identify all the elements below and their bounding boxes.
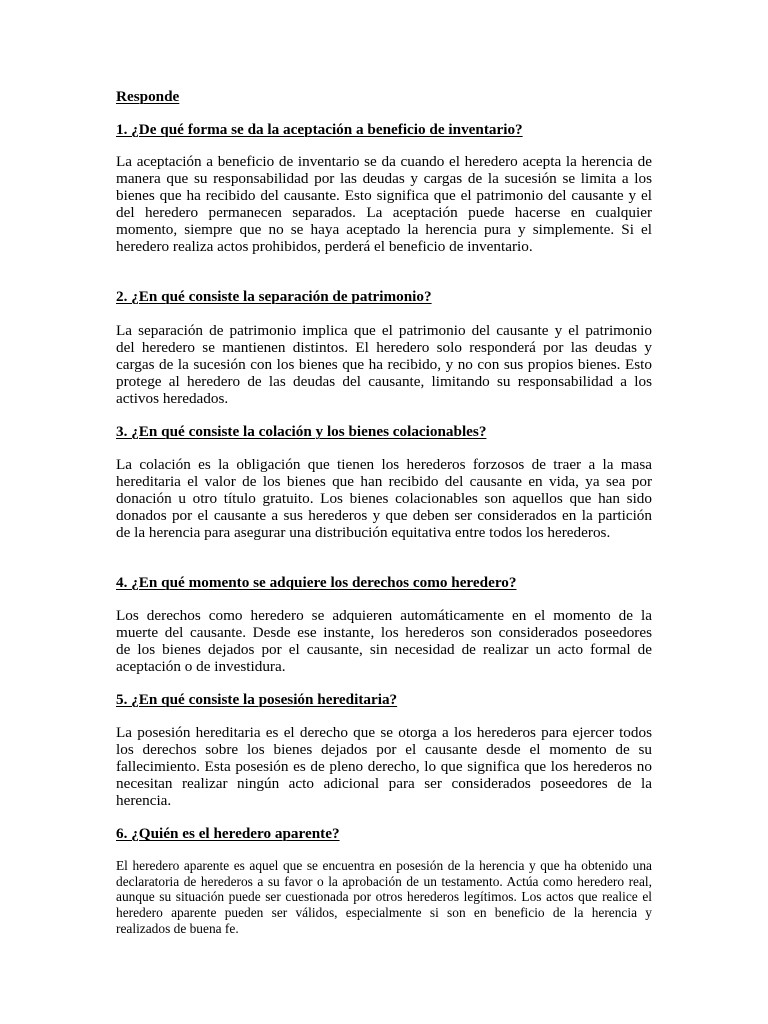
paragraph-line: herencia.	[116, 792, 172, 809]
paragraph-line: de la herencia para asegurar una distribución equitativa entre todos los herederos.	[116, 524, 611, 541]
paragraph-line: donados por el causante a sus herederos y que deben ser considerados en la partición	[116, 507, 652, 524]
paragraph-line: realizados de buena fe.	[116, 920, 239, 936]
paragraph-line: donación u otro título gratuito. Los bienes colacionables son aquellos que han sido	[116, 490, 652, 507]
paragraph-line: protege al heredero de las deudas del causante, limitando su responsabilidad a los	[116, 373, 652, 390]
question-heading-5: 5. ¿En qué consiste la posesión hereditaria?	[116, 691, 398, 708]
paragraph-line: muerte del causante. Desde ese instante, los herederos son considerados poseedores	[116, 624, 652, 641]
paragraph-line: los derechos sobre los bienes dejados por el causante desde el momento de su	[116, 741, 652, 758]
paragraph-line: La posesión hereditaria es el derecho que se otorga a los herederos para ejercer todos	[116, 724, 652, 741]
paragraph-line: heredero realiza actos prohibidos, perderá el beneficio de inventario.	[116, 238, 533, 255]
paragraph-line: La colación es la obligación que tienen los herederos forzosos de traer a la masa	[116, 456, 652, 473]
answer-paragraph-3	[116, 456, 652, 541]
paragraph-line: del heredero se mantienen distintos. El heredero solo responderá por las deudas y	[116, 339, 652, 356]
answer-paragraph-5	[116, 724, 652, 809]
answer-paragraph-6	[116, 858, 652, 937]
paragraph-line: bienes que ha recibido del causante. Esto significa que el patrimonio del causante y el	[116, 187, 652, 204]
paragraph-line: La separación de patrimonio implica que el patrimonio del causante y el patrimonio	[116, 322, 652, 339]
question-heading-2: 2. ¿En qué consiste la separación de patrimonio?	[116, 288, 432, 305]
paragraph-line: Los derechos como heredero se adquieren automáticamente en el momento de la	[116, 607, 652, 624]
paragraph-line: hereditaria el valor de los bienes que han recibido del causante en vida, ya sea por	[116, 473, 652, 490]
paragraph-line: El heredero aparente es aquel que se encuentra en posesión de la herencia y que ha obtenido una	[116, 858, 652, 873]
paragraph-line: aceptación o de investidura.	[116, 658, 286, 675]
paragraph-line: heredero aparente pueden ser válidos, especialmente si son en beneficio de la herencia y	[116, 905, 652, 921]
paragraph-line: declaratoria de herederos a su favor o la aprobación de un testamento. Actúa como heredero real,	[116, 873, 652, 889]
document-title: Responde	[116, 88, 180, 105]
paragraph-line: necesitan realizar ningún acto adicional para ser considerados poseedores de la	[116, 775, 652, 792]
paragraph-line: activos heredados.	[116, 390, 229, 407]
paragraph-line: momento, siempre que no se haya aceptado la herencia pura y simplemente. Si el	[116, 221, 652, 238]
question-heading-3: 3. ¿En qué consiste la colación y los bienes colacionables?	[116, 423, 487, 440]
answer-paragraph-4	[116, 607, 652, 675]
question-heading-6: 6. ¿Quién es el heredero aparente?	[116, 825, 340, 842]
answer-paragraph-2	[116, 322, 652, 407]
paragraph-line: La aceptación a beneficio de inventario se da cuando el heredero acepta la herencia de	[116, 153, 652, 170]
paragraph-line: del heredero permanecen separados. La aceptación puede hacerse en cualquier	[116, 204, 652, 221]
paragraph-line: manera que su responsabilidad por las deudas y cargas de la sucesión se limita a los	[116, 170, 652, 187]
question-heading-4: 4. ¿En qué momento se adquiere los derechos como heredero?	[116, 574, 517, 591]
answer-paragraph-1	[116, 153, 652, 255]
paragraph-line: fallecimiento. Esta posesión es de pleno derecho, lo que significa que los herederos no	[116, 758, 652, 775]
paragraph-line: aunque su situación puede ser cuestionada por otros herederos legítimos. Los actos que realice el	[116, 889, 652, 905]
paragraph-line: cargas de la sucesión con los bienes que ha recibido, y no con sus propios bienes. Esto	[116, 356, 652, 373]
paragraph-line: de los bienes dejados por el causante, sin necesidad de realizar un acto formal de	[116, 641, 652, 658]
question-heading-1: 1. ¿De qué forma se da la aceptación a beneficio de inventario?	[116, 121, 523, 138]
